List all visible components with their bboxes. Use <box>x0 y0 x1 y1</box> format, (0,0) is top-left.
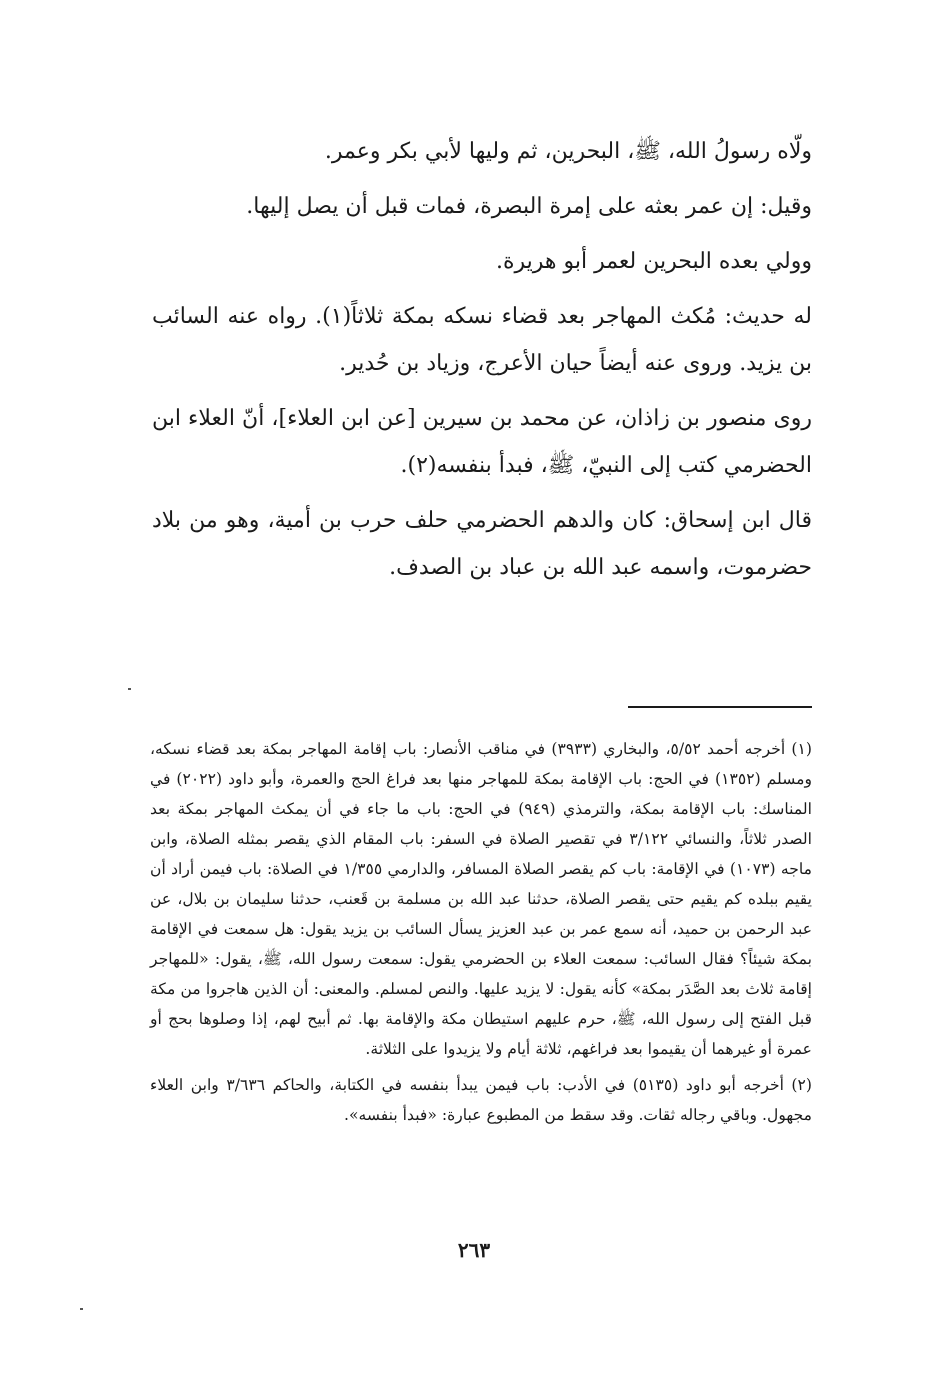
page-number: ٢٦٣ <box>457 1238 491 1262</box>
paragraph: وولي بعده البحرين لعمر أبو هريرة. <box>495 249 812 274</box>
footnote-divider <box>628 706 812 708</box>
paragraph: وقيل: إن عمر بعثه على إمرة البصرة، فمات قبل أن يصل إليها. <box>246 194 812 219</box>
footnotes <box>150 734 812 1130</box>
scan-speck <box>80 1308 83 1310</box>
paragraph: روى منصور بن زاذان، عن محمد بن سيرين [عن ابن العلاء]، أنّ العلاء ابن الحضرمي كتب إلى النبيّ، ﷺ، فبدأ بنفسه(٢). <box>152 406 812 478</box>
scan-speck <box>128 688 131 690</box>
footnote: (٢) أخرجه أبو داود (٥١٣٥) في الأدب: باب فيمن يبدأ بنفسه في الكتابة، والحاكم ٣/٦٣٦ وابن العلاء مجهول. وباقي رجاله ثقات. وقد سقط من المطبوع عبارة: «فبدأ بنفسه». <box>150 1076 812 1124</box>
footnote: (١) أخرجه أحمد ٥/٥٢، والبخاري (٣٩٣٣) في مناقب الأنصار: باب إقامة المهاجر بمكة بعد قضاء نسكه، ومسلم (١٣٥٢) في الحج: باب الإقامة بمكة للمهاجر منها بعد فراغ الحج والعمرة، وأبو داود (٢٠٢٢) في المناسك: باب الإقامة بمكة، والترمذي (٩٤٩) في الحج: باب ما جاء في أن يمكث المهاجر بمكة بعد الصدر ثلاثاً، والنسائي ٣/١٢٢ في تقصير الصلاة في السفر: باب المقام الذي يقصر بمثله الصلاة، وابن ماجه (١٠٧٣) في الإقامة: باب كم يقصر الصلاة المسافر، والدارمي ١/٣٥٥ في الصلاة: باب فيمن أراد أن يقيم ببلده كم يقيم حتى يقصر الصلاة، حدثنا عبد الله بن مسلمة بن قَعنب، حدثنا سليمان بن بلال، عن عبد الرحمن بن حميد، أنه سمع عمر بن عبد العزيز يسأل السائب بن يزيد يقول: هل سمعت في الإقامة بمكة شيئاً؟ فقال السائب: سمعت العلاء بن الحضرمي يقول: سمعت رسول الله، ﷺ، يقول: «للمهاجر إقامة ثلاث بعد الصَّدَر بمكة» كأنه يقول: لا يزيد عليها. والنص لمسلم. والمعنى: أن الذين هاجروا من مكة قبل الفتح إلى رسول الله، ﷺ، حرم عليهم استيطان مكة والإقامة بها. ثم أبيح لهم، إذا وصلوها بحج أو عمرة أو غيرهما أن يقيموا بعد فراغهم، ثلاثة أيام ولا يزيدوا على الثلاثة. <box>150 740 813 1058</box>
paragraph: له حديث: مُكث المهاجر بعد قضاء نسكه بمكة ثلاثاً(١). رواه عنه السائب بن يزيد. وروى عنه أيضاً حيان الأعرج، وزياد بن حُدير. <box>152 304 813 376</box>
main-text <box>152 128 812 591</box>
paragraph: ولّاه رسولُ الله، ﷺ، البحرين، ثم وليها لأبي بكر وعمر. <box>324 139 812 164</box>
paragraph: قال ابن إسحاق: كان والدهم الحضرمي حلف حرب بن أمية، وهو من بلاد حضرموت، واسمه عبد الله بن عباد بن الصدف. <box>152 508 812 580</box>
